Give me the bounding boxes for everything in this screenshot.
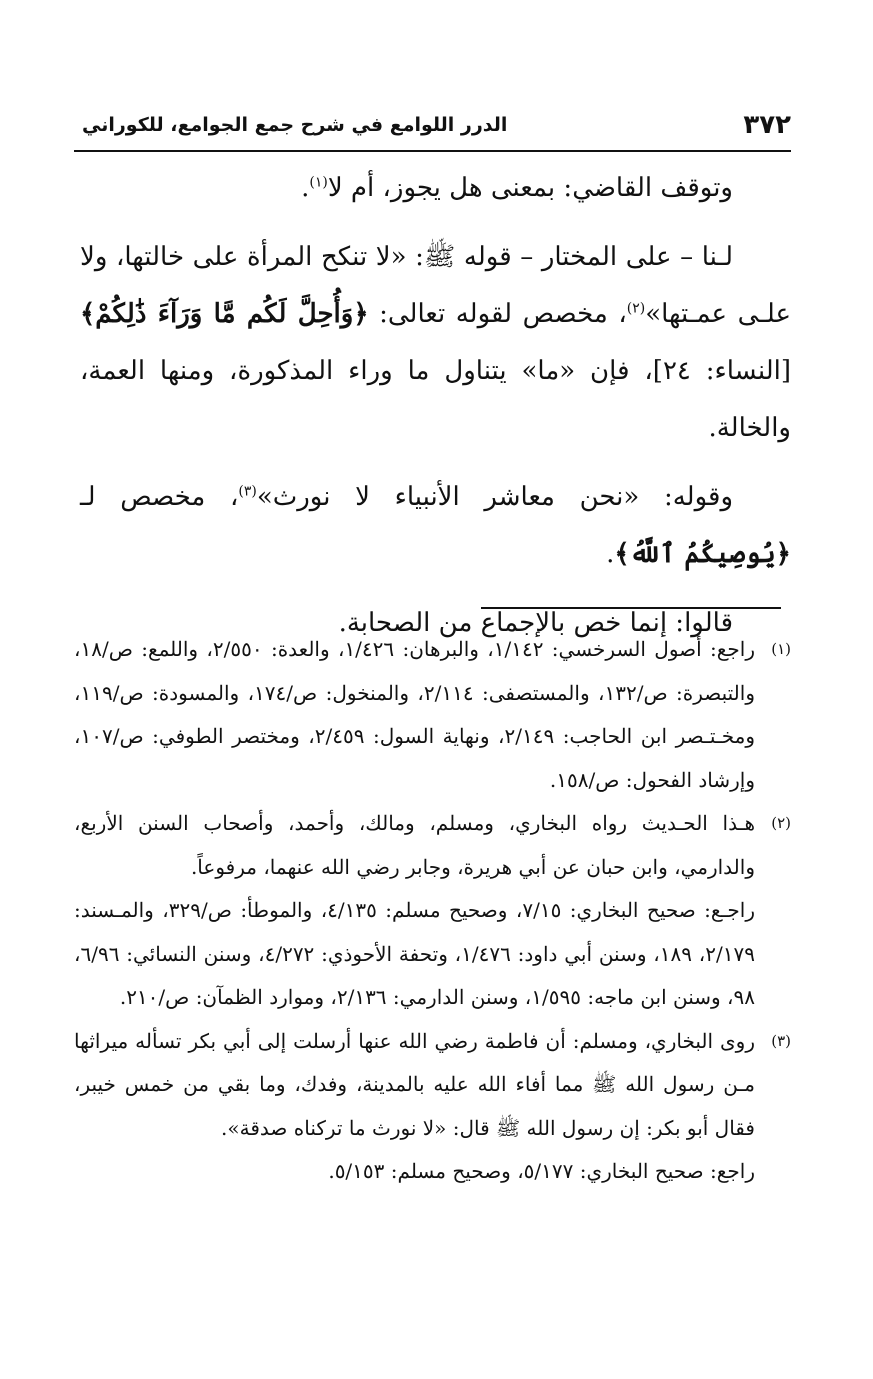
footnote-2 — [74, 802, 791, 1020]
paragraph-3 — [80, 469, 791, 583]
paragraph-3-part-a: وقوله: «نحن معاشر الأنبياء لا نورث» — [256, 482, 733, 512]
paragraph-1-text: وتوقف القاضي: بمعنى هل يجوز، أم لا — [327, 173, 733, 203]
running-header — [82, 108, 791, 148]
paragraph-1-end: . — [301, 173, 310, 203]
footnote-number: (٢) — [771, 814, 791, 832]
page-number: ٣٧٢ — [743, 110, 791, 140]
footnote-references: راجع: صحيح البخاري: ٥/١٧٧، وصحيح مسلم: ٥/١٥٣. — [328, 1159, 755, 1183]
paragraph-2-part-c: [النساء: ٢٤]، فإن «ما» يتناول ما وراء المذكورة، ومنها العمة، والخالة. — [80, 356, 791, 443]
footnote-separator — [481, 607, 781, 609]
footnote-number: (١) — [771, 640, 791, 658]
footnote-text: روى البخاري، ومسلم: أن فاطمة رضي الله عنها أرسلت إلى أبي بكر تسأله ميراثها مـن رسول الله ﷺ مما أفاء الله عليه بالمدينة، وفدك، وما بقي من خمس خيبر، فقال أبو بكر: إن رسول الله ﷺ قال: «لا نورث ما تركناه صدقة». — [74, 1028, 755, 1140]
paragraph-3-part-c: . — [606, 539, 615, 569]
main-text — [80, 160, 791, 652]
paragraph-2-part-b: ، مخصص لقوله تعالى: — [368, 299, 627, 329]
footnote-ref-3: (٣) — [238, 483, 257, 500]
paragraph-2 — [80, 229, 791, 457]
header-divider — [74, 150, 791, 152]
quran-verse-2: ﴿يُوصِيكُمُ ٱللَّهُ﴾ — [614, 539, 791, 569]
footnote-ref-1: (١) — [309, 174, 328, 191]
footnote-3 — [74, 1020, 791, 1194]
footnote-references: راجـع: صحيح البخاري: ٧/١٥، وصحيح مسلم: ٤/١٣٥، والموطأ: ص/٣٢٩، والمـسند: ٢/١٧٩، ١٨٩، وسنن أبي داود: ١/٤٧٦، وتحفة الأحوذي: ٤/٢٧٢، وسنن النسائي: ٦/٩٦، ٩٨، وسنن ابن ماجه: ١/٥٩٥، وسنن الدارمي: ٢/١٣٦، وموارد الظمآن: ص/٢١٠. — [74, 898, 755, 1009]
footnote-ref-2: (٢) — [626, 300, 646, 317]
footnote-text: هـذا الحـديث رواه البخاري، ومسلم، ومالك، وأحمد، وأصحاب السنن الأربع، والدارمي، وابن حبان عن أبي هريرة، وجابر رضي الله عنهما، مرفوعاً. — [74, 811, 755, 879]
paragraph-3-part-b: ، مخصص لـ — [80, 482, 239, 512]
footnote-number: (٣) — [771, 1031, 791, 1050]
running-title: الدرر اللوامع في شرح جمع الجوامع، للكوراني — [82, 114, 508, 136]
paragraph-4: قالوا: إنما خص بالإجماع من الصحابة. — [338, 608, 733, 638]
paragraph-2-part-a: لـنا – على المختار – قوله ﷺ: «لا تنكح المرأة على خالتها، ولا علـى عمـتها» — [80, 242, 791, 329]
quran-verse-1: ﴿وَأُحِلَّ لَكُم مَّا وَرَآءَ ذَٰلِكُمْ﴾ — [80, 299, 369, 329]
footnote-text: راجع: أصول السرخسي: ١/١٤٢، والبرهان: ١/٤٢٦، والعدة: ٢/٥٥٠، واللمع: ص/١٨، والتبصرة: ص/١٣٢، والمستصفى: ٢/١١٤، والمنخول: ص/١٧٤، والمسودة: ص/١١٩، ومخـتـصر ابن الحاجب: ٢/١٤٩، ونهاية السول: ٢/٤٥٩، ومختصر الطوفي: ص/١٠٧، وإرشاد الفحول: ص/١٥٨. — [74, 637, 756, 792]
footnote-1 — [74, 628, 791, 802]
paragraph-1 — [80, 160, 791, 217]
footnotes — [74, 628, 791, 1194]
